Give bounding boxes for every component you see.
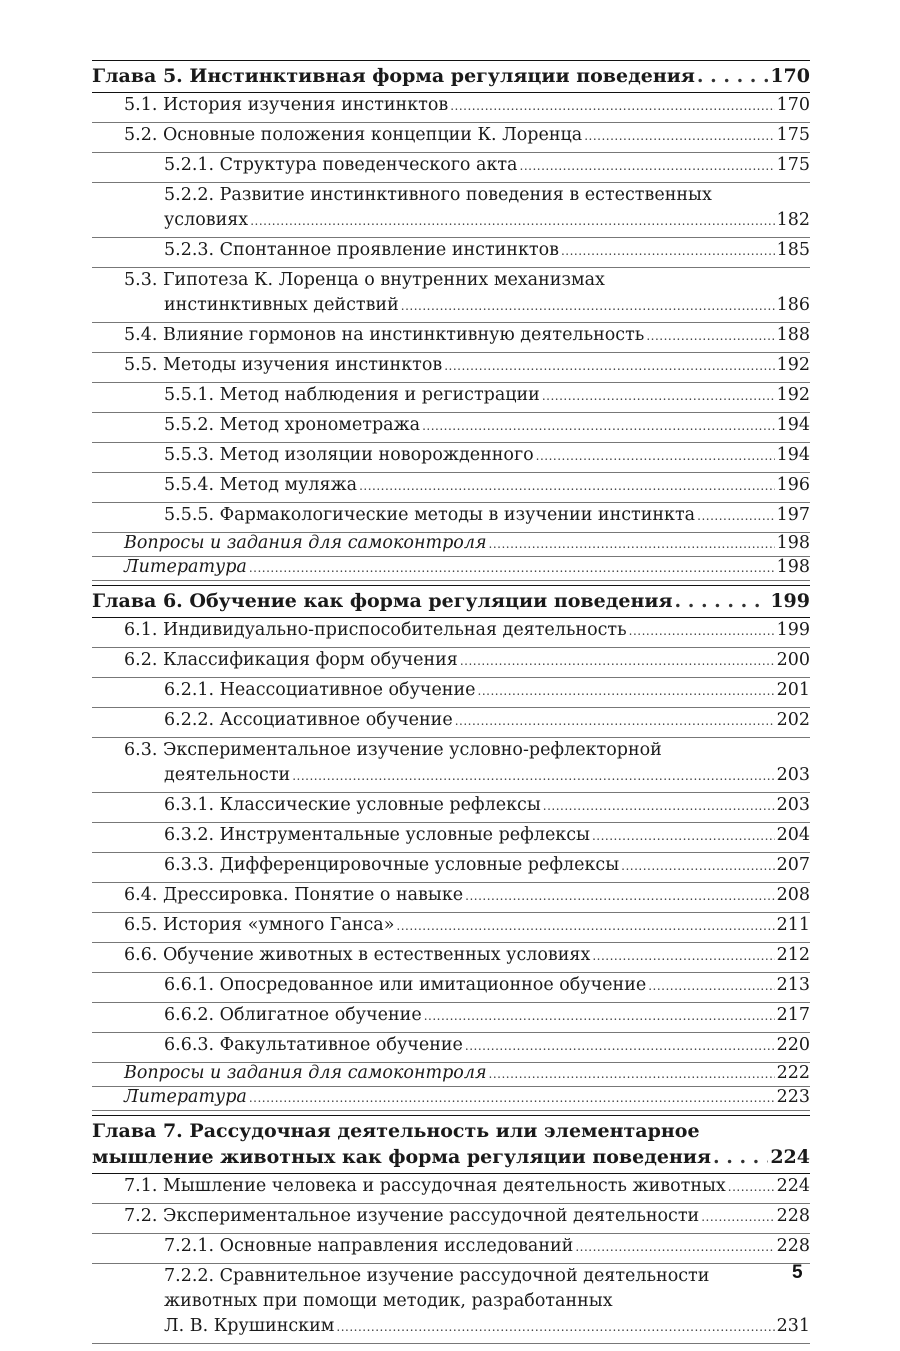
toc-title: 6.6. Обучение животных в естественных условиях [124, 945, 591, 965]
toc-entry-literature-6[interactable] [92, 1087, 810, 1111]
leader-dots [250, 208, 774, 234]
toc-title-line: инстинктивных действий [164, 295, 399, 315]
leader-dots [292, 763, 774, 789]
toc-entry-questions-5[interactable] [92, 533, 810, 557]
page-number: 5 [792, 1262, 803, 1283]
leader-dots [336, 1314, 774, 1340]
toc-page: 194 [776, 415, 810, 435]
leader-dots [584, 123, 774, 149]
leader-dots [561, 238, 775, 264]
toc-page: 185 [776, 240, 810, 260]
leader-dots [575, 1234, 774, 1260]
leader-dots [648, 973, 774, 999]
toc-entry-7-2-1[interactable] [92, 1234, 810, 1264]
leader-dots [460, 648, 775, 674]
leader-dots [621, 853, 774, 879]
leader-dots [478, 678, 775, 704]
toc-entry-literature-5[interactable] [92, 557, 810, 581]
toc-entry-5-5-2[interactable] [92, 413, 810, 443]
leader-dots [249, 557, 775, 578]
leader-dots [465, 883, 774, 909]
toc-entry-6-2-2[interactable] [92, 708, 810, 738]
toc-page: 213 [776, 975, 810, 995]
toc-page: 170 [776, 95, 810, 115]
toc-title: 7.1. Мышление человека и рассудочная деятельность животных [124, 1176, 726, 1196]
leader-dots [444, 353, 774, 379]
leader-dots [396, 913, 774, 939]
leader-dots [489, 1063, 775, 1084]
leader-dots [489, 533, 775, 554]
toc-page: 211 [776, 915, 810, 935]
toc-title-line: 5.3. Гипотеза К. Лоренца о внутренних механизмах [124, 270, 605, 290]
toc-title: Глава 5. Инстинктивная форма регуляции поведения [92, 65, 695, 87]
toc-entry-5-5[interactable] [92, 353, 810, 383]
toc-title: 5.1. История изучения инстинктов [124, 95, 449, 115]
toc-title: 6.6.3. Факультативное обучение [164, 1035, 463, 1055]
toc-title: Вопросы и задания для самоконтроля [124, 1063, 487, 1083]
toc-page: 207 [776, 855, 810, 875]
toc-page: 170 [770, 65, 810, 87]
toc-entry-5-3[interactable] [92, 268, 810, 323]
toc-page: 223 [776, 1087, 810, 1107]
leader-dots [592, 943, 774, 969]
toc-page: 231 [776, 1316, 810, 1336]
toc-entry-6-4[interactable] [92, 883, 810, 913]
toc-title: 5.2.1. Структура поведенческого акта [164, 155, 518, 175]
toc-entry-6-2[interactable] [92, 648, 810, 678]
toc-entry-5-4[interactable] [92, 323, 810, 353]
leader-dots [401, 293, 775, 319]
toc-page: 188 [776, 325, 810, 345]
toc-entry-6-3-3[interactable] [92, 853, 810, 883]
toc-entry-7-2-2[interactable] [92, 1264, 810, 1344]
leader-dots [646, 323, 774, 349]
toc-title: 6.2.1. Неассоциативное обучение [164, 680, 476, 700]
toc-entry-5-1[interactable] [92, 93, 810, 123]
leader-dots [543, 793, 775, 819]
leader-dots [592, 823, 775, 849]
leader-dots [424, 1003, 775, 1029]
toc-title: 6.3.3. Дифференцировочные условные рефлексы [164, 855, 620, 875]
leader-dots [697, 503, 774, 529]
toc-title-line: деятельности [164, 765, 291, 785]
toc-page: 199 [770, 590, 810, 612]
toc-entry-5-2-2[interactable] [92, 183, 810, 238]
toc-title-line: мышление животных как форма регуляции поведения [92, 1146, 711, 1168]
toc-entry-6-6-3[interactable] [92, 1033, 810, 1063]
leader-dots [629, 618, 775, 644]
toc-entry-5-5-4[interactable] [92, 473, 810, 503]
toc-title: 5.4. Влияние гормонов на инстинктивную деятельность [124, 325, 645, 345]
leader-dots [536, 443, 775, 469]
chapter-5-heading[interactable] [92, 60, 810, 93]
toc-entry-5-5-5[interactable] [92, 503, 810, 533]
leader-dots [520, 153, 775, 179]
toc-page: 198 [776, 557, 810, 577]
toc-title: Литература [124, 557, 247, 577]
toc-page: 201 [776, 680, 810, 700]
toc-title: 6.2.2. Ассоциативное обучение [164, 710, 453, 730]
chapter-6-heading[interactable] [92, 585, 810, 618]
toc-title-line: 7.2.2. Сравнительное изучение рассудочной деятельности [164, 1266, 710, 1286]
toc-page: 220 [776, 1035, 810, 1055]
toc-title-line: 5.2.2. Развитие инстинктивного поведения в естественных [164, 185, 712, 205]
toc-page: 197 [776, 505, 810, 525]
leader-dots [713, 1144, 768, 1170]
toc-page: 203 [776, 795, 810, 815]
leader-dots [359, 473, 775, 499]
toc-title: 7.2. Экспериментальное изучение рассудочной деятельности [124, 1206, 700, 1226]
toc-entry-5-2-1[interactable] [92, 153, 810, 183]
leader-dots [465, 1033, 775, 1059]
toc-page: 217 [776, 1005, 810, 1025]
toc-title: 6.4. Дрессировка. Понятие о навыке [124, 885, 464, 905]
leader-dots [450, 93, 774, 119]
toc-entry-7-1[interactable] [92, 1174, 810, 1204]
toc-entry-6-3-2[interactable] [92, 823, 810, 853]
toc-entry-6-6-2[interactable] [92, 1003, 810, 1033]
toc-title: 6.5. История «умного Ганса» [124, 915, 395, 935]
leader-dots [697, 63, 768, 89]
toc-title-line: Л. В. Крушинским [164, 1316, 335, 1336]
toc-entry-6-2-1[interactable] [92, 678, 810, 708]
toc-page: 199 [776, 620, 810, 640]
toc-page: 202 [776, 710, 810, 730]
toc-title-line: животных при помощи методик, разработанных [164, 1291, 613, 1311]
toc-title: Литература [124, 1087, 247, 1107]
toc-entry-5-2-3[interactable] [92, 238, 810, 268]
toc-title: Глава 6. Обучение как форма регуляции поведения [92, 590, 673, 612]
toc-title: Вопросы и задания для самоконтроля [124, 533, 487, 553]
toc-page: 203 [776, 765, 810, 785]
toc-entry-5-5-3[interactable] [92, 443, 810, 473]
toc-title: 6.1. Индивидуально-приспособительная деятельность [124, 620, 627, 640]
toc-page: 192 [776, 385, 810, 405]
toc-page: 228 [776, 1206, 810, 1226]
toc-title: 5.2.3. Спонтанное проявление инстинктов [164, 240, 559, 260]
toc-entry-6-3-1[interactable] [92, 793, 810, 823]
table-of-contents [92, 60, 810, 1344]
toc-title: 5.5.3. Метод изоляции новорожденного [164, 445, 534, 465]
leader-dots [674, 588, 768, 614]
leader-dots [728, 1174, 775, 1200]
toc-entry-5-2[interactable] [92, 123, 810, 153]
toc-entry-6-5[interactable] [92, 913, 810, 943]
toc-entry-5-5-1[interactable] [92, 383, 810, 413]
toc-entry-6-6[interactable] [92, 943, 810, 973]
toc-title: 6.6.2. Облигатное обучение [164, 1005, 422, 1025]
toc-entry-6-3[interactable] [92, 738, 810, 793]
toc-title: 7.2.1. Основные направления исследований [164, 1236, 574, 1256]
toc-page: 182 [776, 210, 810, 230]
leader-dots [455, 708, 775, 734]
toc-title: 5.5. Методы изучения инстинктов [124, 355, 443, 375]
toc-title: 5.5.4. Метод муляжа [164, 475, 358, 495]
toc-title: 6.6.1. Опосредованное или имитационное обучение [164, 975, 647, 995]
toc-page: 196 [776, 475, 810, 495]
toc-page: 198 [776, 533, 810, 553]
toc-title-line: 6.3. Экспериментальное изучение условно-рефлекторной [124, 740, 662, 760]
toc-title-line: Глава 7. Рассудочная деятельность или элементарное [92, 1120, 700, 1142]
toc-title: 6.2. Классификация форм обучения [124, 650, 458, 670]
toc-page: 175 [776, 155, 810, 175]
toc-title: 5.5.1. Метод наблюдения и регистрации [164, 385, 540, 405]
toc-title: 5.5.5. Фармакологические методы в изучении инстинкта [164, 505, 696, 525]
leader-dots [249, 1087, 775, 1108]
toc-page: 194 [776, 445, 810, 465]
toc-title: 5.5.2. Метод хронометража [164, 415, 421, 435]
toc-page: 224 [770, 1146, 810, 1168]
toc-page: 212 [776, 945, 810, 965]
toc-title-line: условиях [164, 210, 249, 230]
toc-page: 192 [776, 355, 810, 375]
toc-page: 204 [776, 825, 810, 845]
toc-page: 222 [776, 1063, 810, 1083]
toc-page: 200 [776, 650, 810, 670]
toc-page: 228 [776, 1236, 810, 1256]
toc-page: 175 [776, 125, 810, 145]
toc-entry-6-6-1[interactable] [92, 973, 810, 1003]
toc-entry-6-1[interactable] [92, 618, 810, 648]
leader-dots [422, 413, 774, 439]
chapter-7-heading[interactable] [92, 1115, 810, 1174]
leader-dots [701, 1204, 774, 1230]
toc-entry-questions-6[interactable] [92, 1063, 810, 1087]
toc-title: 5.2. Основные положения концепции К. Лоренца [124, 125, 583, 145]
toc-page: 186 [776, 295, 810, 315]
toc-page: 208 [776, 885, 810, 905]
toc-entry-7-2[interactable] [92, 1204, 810, 1234]
toc-page: 224 [776, 1176, 810, 1196]
toc-title: 6.3.2. Инструментальные условные рефлексы [164, 825, 590, 845]
toc-title: 6.3.1. Классические условные рефлексы [164, 795, 541, 815]
leader-dots [542, 383, 775, 409]
